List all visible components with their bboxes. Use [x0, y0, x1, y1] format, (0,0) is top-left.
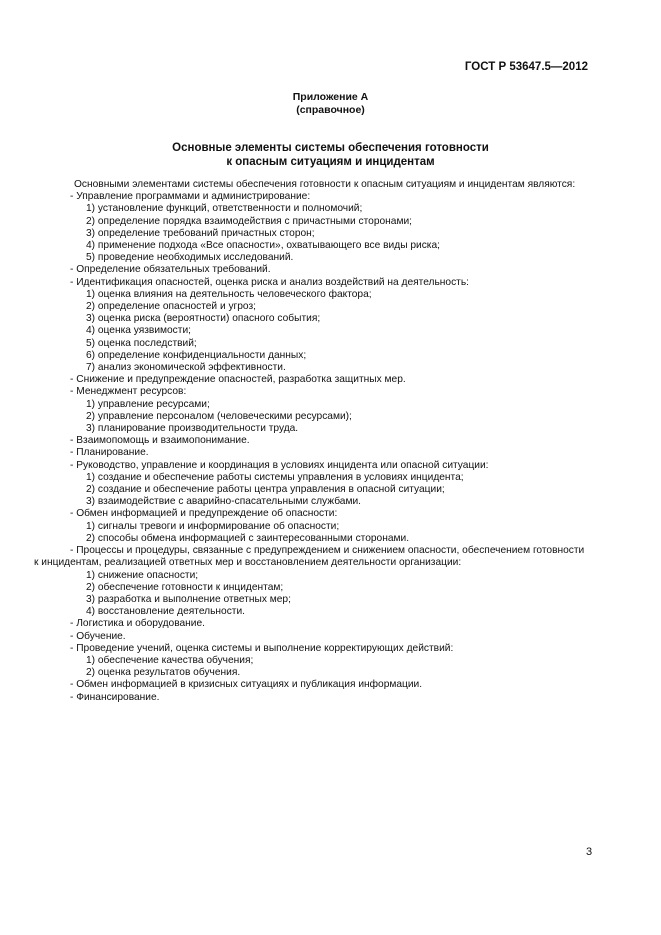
list-item: - Снижение и предупреждение опасностей, разработка защитных мер. [70, 374, 406, 386]
list-subitem: 2) обеспечение готовности к инцидентам; [86, 581, 284, 593]
body-text [0, 179, 661, 704]
list-subitem: 1) обеспечение качества обучения; [86, 654, 254, 666]
list-item-continuation: к инцидентам, реализацией ответных мер и восстановлением деятельности организации: [34, 557, 462, 569]
page-number: 3 [586, 846, 593, 858]
list-item: - Планирование. [70, 447, 149, 459]
section-title-line-2: к опасным ситуациям и инцидентам [226, 156, 435, 168]
list-subitem: 5) проведение необходимых исследований. [86, 252, 294, 264]
list-subitem: 1) создание и обеспечение работы системы управления в условиях инцидента; [86, 471, 464, 483]
list-subitem: 3) оценка риска (вероятности) опасного события; [86, 313, 321, 325]
document-code: ГОСТ Р 53647.5—2012 [464, 61, 588, 73]
list-subitem: 1) установление функций, ответственности и полномочий; [86, 203, 363, 215]
list-subitem: 6) определение конфиденциальности данных; [86, 349, 307, 361]
list-subitem: 2) создание и обеспечение работы центра управления в опасной ситуации; [86, 484, 445, 496]
list-subitem: 2) определение порядка взаимодействия с причастными сторонами; [86, 215, 412, 227]
list-item: - Обмен информацией в кризисных ситуациях и публикация информации. [70, 679, 423, 691]
list-item: - Обучение. [70, 630, 126, 642]
list-subitem: 2) способы обмена информацией с заинтересованными сторонами. [86, 532, 410, 544]
section-title-line-1: Основные элементы системы обеспечения готовности [172, 142, 489, 154]
list-subitem: 1) сигналы тревоги и информирование об опасности; [86, 520, 340, 532]
list-subitem: 5) оценка последствий; [86, 337, 197, 349]
list-subitem: 1) управление ресурсами; [86, 398, 210, 410]
list-item: - Управление программами и администрирование: [70, 191, 311, 203]
list-subitem: 4) восстановление деятельности. [86, 606, 245, 618]
list-item: - Финансирование. [70, 691, 160, 703]
list-item: - Проведение учений, оценка системы и выполнение корректирующих действий: [70, 642, 454, 654]
list-subitem: 7) анализ экономической эффективности. [86, 362, 286, 374]
list-subitem: 3) разработка и выполнение ответных мер; [86, 593, 291, 605]
list-item: - Процессы и процедуры, связанные с предупреждением и снижением опасности, обеспечением готовности [70, 545, 585, 557]
list-subitem: 4) применение подхода «Все опасности», охватывающего все виды риска; [86, 240, 440, 252]
list-item: - Обмен информацией и предупреждение об опасности: [70, 508, 338, 520]
appendix-title: Приложение А [292, 91, 369, 103]
list-subitem: 1) снижение опасности; [86, 569, 199, 581]
intro-paragraph: Основными элементами системы обеспечения готовности к опасным ситуациям и инцидентам являются: [74, 179, 576, 190]
list-item: - Идентификация опасностей, оценка риска и анализ воздействий на деятельность: [70, 276, 469, 288]
list-subitem: 2) управление персоналом (человеческими ресурсами); [86, 410, 352, 422]
list-subitem: 3) взаимодействие с аварийно-спасательными службами. [86, 496, 361, 508]
list-item: - Менеджмент ресурсов: [70, 386, 187, 398]
list-subitem: 3) планирование производительности труда. [86, 423, 299, 435]
list-subitem: 2) определение опасностей и угроз; [86, 301, 256, 313]
list-item: - Руководство, управление и координация в условиях инцидента или опасной ситуации: [70, 459, 489, 471]
list-item: - Взаимопомощь и взаимопонимание. [70, 435, 250, 447]
appendix-heading [0, 91, 661, 117]
list-subitem: 1) оценка влияния на деятельность человеческого фактора; [86, 288, 372, 300]
list-subitem: 2) оценка результатов обучения. [86, 667, 241, 679]
section-title [0, 141, 661, 169]
list-item: - Логистика и оборудование. [70, 618, 205, 630]
appendix-subtitle: (справочное) [296, 104, 365, 116]
list-item: - Определение обязательных требований. [70, 264, 271, 276]
list-subitem: 3) определение требований причастных сторон; [86, 227, 315, 239]
list-subitem: 4) оценка уязвимости; [86, 325, 191, 337]
